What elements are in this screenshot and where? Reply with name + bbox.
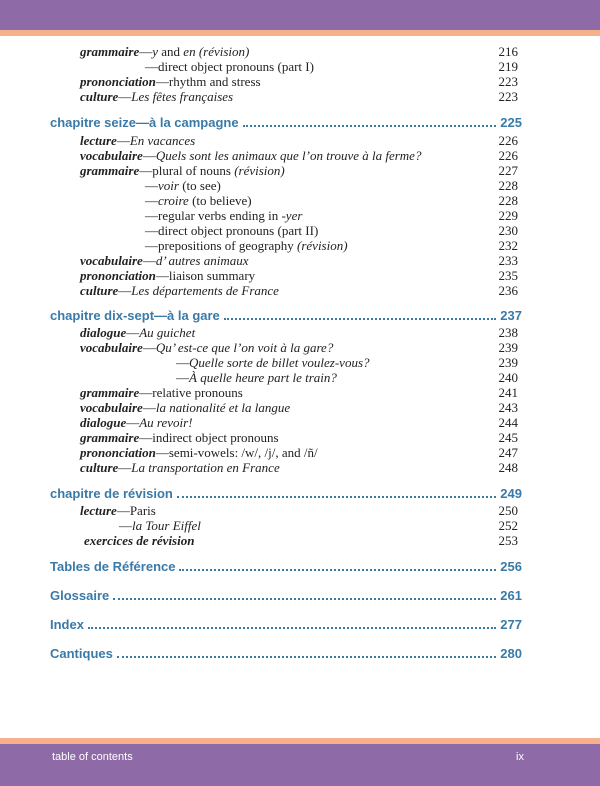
page-number: 241 — [498, 385, 518, 400]
toc-entry: grammaire—plural of nouns (révision) — [80, 163, 285, 178]
toc-entry: prononciation—rhythm and stress — [80, 74, 261, 89]
toc-entry: lecture—Paris — [80, 503, 156, 518]
toc-entry: prononciation—semi-vowels: /w/, /j/, and /ñ/ — [80, 445, 318, 460]
footer-label: table of contents — [52, 751, 133, 763]
page-number: 252 — [498, 518, 518, 533]
page-number: 243 — [498, 400, 518, 415]
page-number: 223 — [498, 89, 518, 104]
page-folio: ix — [516, 751, 524, 763]
page-number: 232 — [498, 238, 518, 253]
toc-entry: lecture—En vacances — [80, 133, 196, 148]
toc-entry: —direct object pronouns (part I) — [145, 59, 314, 74]
page-number: 226 — [498, 148, 518, 163]
toc-entry: culture—La transportation en France — [80, 460, 280, 475]
toc-entry: prononciation—liaison summary — [80, 268, 256, 283]
chapter-heading[interactable]: chapitre seize—à la campagne 225 — [50, 115, 522, 130]
page-number: 239 — [498, 340, 518, 355]
toc-entry: vocabulaire—Quels sont les animaux que l’on trouve à la ferme? — [80, 148, 422, 163]
toc-entry: —prepositions of geography (révision) — [145, 238, 348, 253]
page-number: 239 — [498, 355, 518, 370]
chapter-heading[interactable]: Glossaire 261 — [50, 588, 522, 603]
page-number: 253 — [498, 533, 518, 548]
page-number: 236 — [498, 283, 518, 298]
page-number: 250 — [498, 503, 518, 518]
page-number: 228 — [498, 178, 518, 193]
page-number: 238 — [498, 325, 518, 340]
page-number: 223 — [498, 74, 518, 89]
page-number: 229 — [498, 208, 518, 223]
toc-entry: —Quelle sorte de billet voulez-vous? — [176, 355, 370, 370]
page-number: 248 — [498, 460, 518, 475]
toc-entry: exercices de révision — [84, 533, 195, 548]
chapter-heading[interactable]: chapitre de révision 249 — [50, 486, 522, 501]
page-number: 226 — [498, 133, 518, 148]
page-number: 233 — [498, 253, 518, 268]
toc-entry: grammaire—relative pronouns — [80, 385, 243, 400]
chapter-heading[interactable]: chapitre dix-sept—à la gare 237 — [50, 308, 522, 323]
toc-entry: —voir (to see) — [145, 178, 221, 193]
toc-entry: grammaire—indirect object pronouns — [80, 430, 279, 445]
toc-entry: dialogue—Au revoir! — [80, 415, 193, 430]
toc-entry: grammaire—y and en (révision) — [80, 44, 250, 59]
page-number: 230 — [498, 223, 518, 238]
toc-entry: culture—Les fêtes françaises — [80, 89, 234, 104]
chapter-heading[interactable]: Tables de Référence 256 — [50, 559, 522, 574]
toc-entry: vocabulaire—d’ autres animaux — [80, 253, 249, 268]
toc-entry: vocabulaire—Qu’ est-ce que l’on voit à la gare? — [80, 340, 334, 355]
page-number: 216 — [498, 44, 518, 59]
page-number: 219 — [498, 59, 518, 74]
header-stripe — [0, 30, 600, 36]
page-number: 227 — [498, 163, 518, 178]
toc-entry: dialogue—Au guichet — [80, 325, 196, 340]
chapter-heading[interactable]: Index 277 — [50, 617, 522, 632]
toc-entry: —direct object pronouns (part II) — [145, 223, 319, 238]
page-number: 245 — [498, 430, 518, 445]
toc-entry: —la Tour Eiffel — [119, 518, 201, 533]
toc-entry: —regular verbs ending in -yer — [145, 208, 303, 223]
page-number: 235 — [498, 268, 518, 283]
toc-entry: —croire (to believe) — [145, 193, 252, 208]
page-number: 228 — [498, 193, 518, 208]
toc-entry: —À quelle heure part le train? — [176, 370, 337, 385]
toc-entry: vocabulaire—la nationalité et la langue — [80, 400, 291, 415]
page-number: 247 — [498, 445, 518, 460]
header-band — [0, 0, 600, 30]
chapter-heading[interactable]: Cantiques 280 — [50, 646, 522, 661]
page-number: 244 — [498, 415, 518, 430]
toc-entry: culture—Les départements de France — [80, 283, 279, 298]
page-number: 240 — [498, 370, 518, 385]
